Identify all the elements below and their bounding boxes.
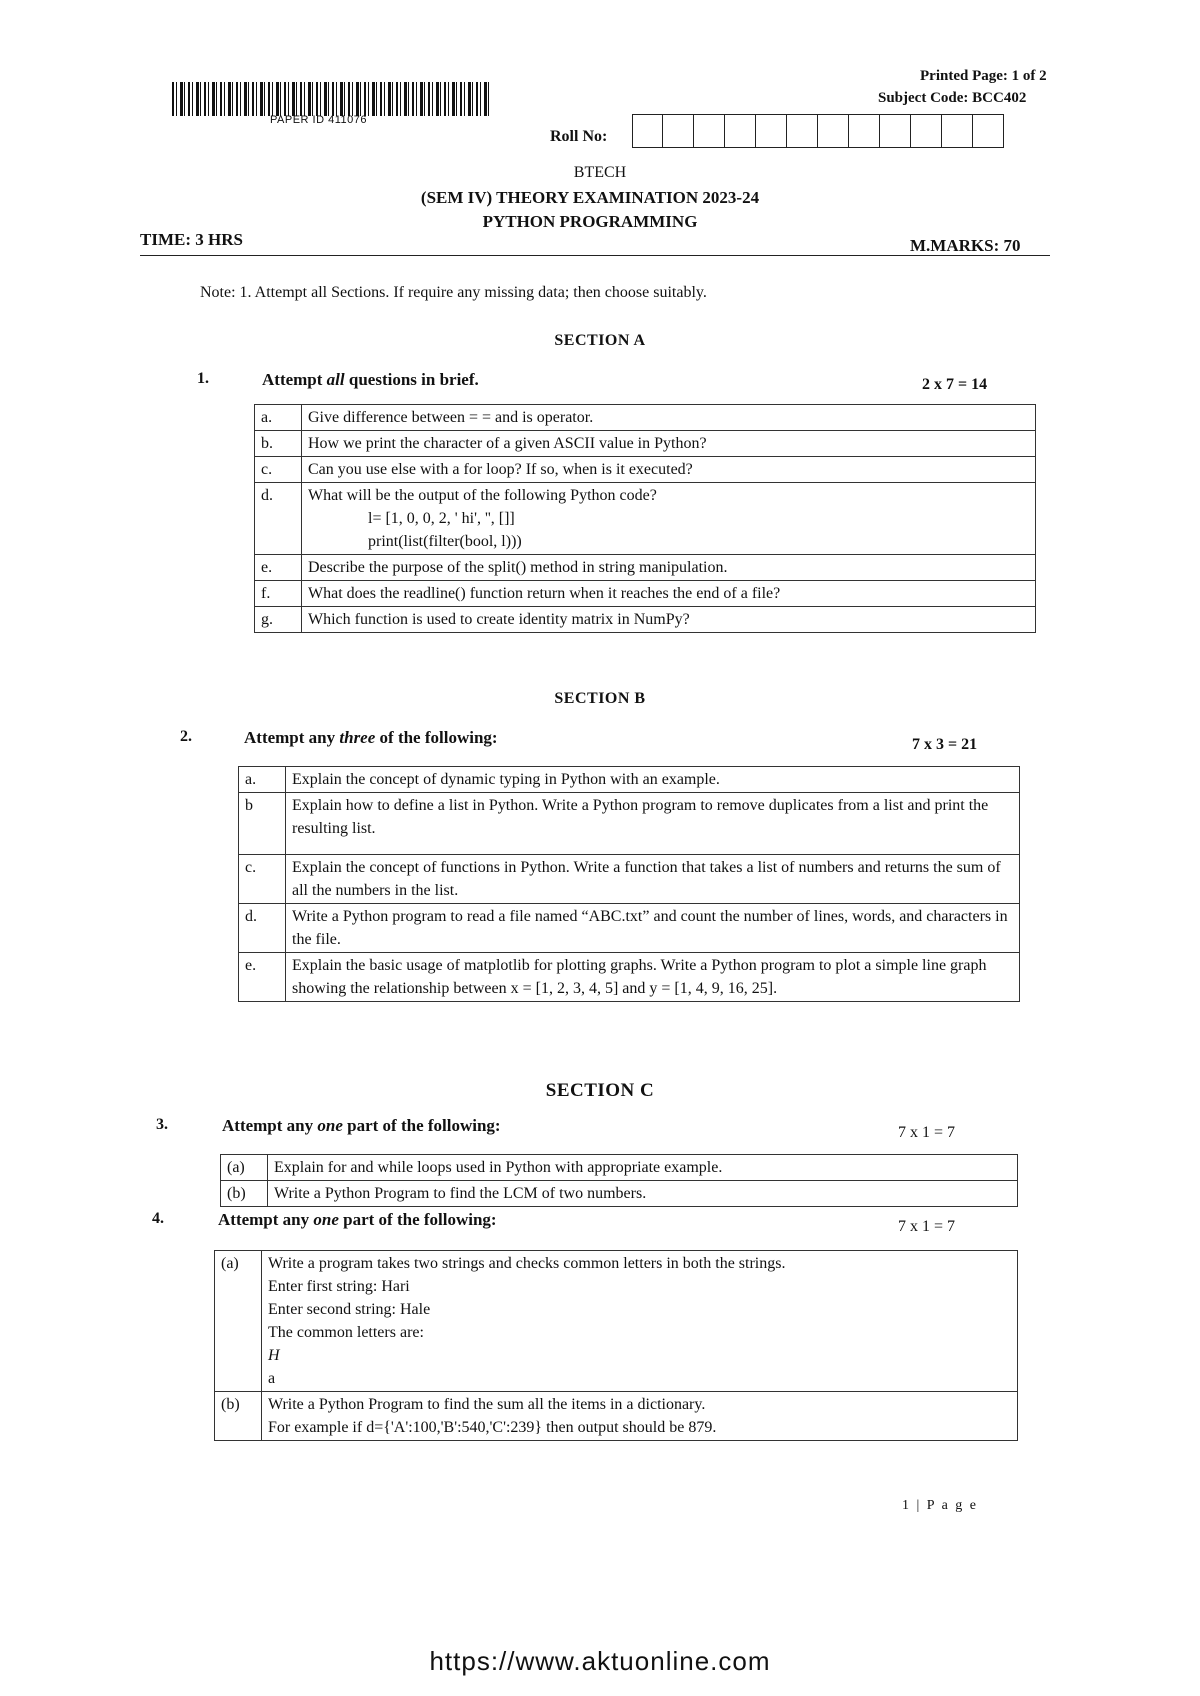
section-a-title: SECTION A [554, 332, 646, 349]
table-row: (b) Write a Python Program to find the sum all the items in a dictionary. For example if d={'A':100,'B':540,'C':239} then output should be 879. [215, 1392, 1018, 1441]
q3-number: 3. [156, 1116, 168, 1133]
paper-id: PAPER ID 411076 [270, 114, 367, 126]
table-row: c. Can you use else with a for loop? If so, when is it executed? [255, 457, 1036, 483]
section-b-table [238, 766, 1020, 1002]
q4-table [214, 1250, 1018, 1441]
table-row: a. Give difference between = = and is operator. [255, 405, 1036, 431]
time: TIME: 3 HRS [140, 230, 243, 249]
table-row: b. How we print the character of a given ASCII value in Python? [255, 431, 1036, 457]
q4-marks: 7 x 1 = 7 [898, 1218, 956, 1235]
exam-title: (SEM IV) THEORY EXAMINATION 2023-24 [420, 188, 760, 207]
barcode [172, 82, 490, 116]
q1-number: 1. [197, 370, 209, 387]
table-row: b Explain how to define a list in Python. Write a Python program to remove duplicates from a list and print the resulting list. [239, 793, 1020, 855]
table-row: f. What does the readline() function return when it reaches the end of a file? [255, 581, 1036, 607]
table-row: c. Explain the concept of functions in Python. Write a function that takes a list of numbers and returns the sum of all the numbers in the list. [239, 855, 1020, 904]
q1-marks: 2 x 7 = 14 [922, 376, 988, 393]
q2-marks: 7 x 3 = 21 [912, 736, 978, 753]
q1-instruction: Attempt all questions in brief. [262, 370, 479, 389]
table-row: a. Explain the concept of dynamic typing in Python with an example. [239, 767, 1020, 793]
section-c-title: SECTION C [545, 1080, 655, 1101]
q3-instruction: Attempt any one part of the following: [222, 1116, 501, 1135]
q2-number: 2. [180, 728, 192, 745]
table-row: g. Which function is used to create identity matrix in NumPy? [255, 607, 1036, 633]
roll-no-boxes [632, 114, 1004, 148]
q4-number: 4. [152, 1210, 164, 1227]
printed-page: Printed Page: 1 of 2 [920, 68, 1047, 84]
section-a-table [254, 404, 1036, 633]
website-url[interactable]: https://www.aktuonline.com [429, 1646, 771, 1676]
note: Note: 1. Attempt all Sections. If require any missing data; then choose suitably. [200, 284, 707, 301]
table-row: (a) Write a program takes two strings and checks common letters in both the strings. Enter first string: Hari Enter second string: Hale The common letters are: H a [215, 1251, 1018, 1392]
section-b-title: SECTION B [554, 690, 646, 707]
page-number: 1 | P a g e [902, 1498, 978, 1513]
roll-no-label: Roll No: [550, 128, 608, 145]
table-row: e. Describe the purpose of the split() method in string manipulation. [255, 555, 1036, 581]
max-marks: M.MARKS: 70 [910, 236, 1021, 255]
table-row: d. What will be the output of the following Python code? l= [1, 0, 0, 2, ' hi', '', []] print(list(filter(bool, l))) [255, 483, 1036, 555]
q3-marks: 7 x 1 = 7 [898, 1124, 956, 1141]
subject-code: Subject Code: BCC402 [878, 90, 1027, 106]
table-row: d. Write a Python program to read a file named “ABC.txt” and count the number of lines, words, and characters in the file. [239, 904, 1020, 953]
header-rule [140, 255, 1050, 256]
q2-instruction: Attempt any three of the following: [244, 728, 498, 747]
table-row: e. Explain the basic usage of matplotlib for plotting graphs. Write a Python program to plot a simple line graph showing the relationship between x = [1, 2, 3, 4, 5] and y = [1, 4, 9, 16, 25]. [239, 953, 1020, 1002]
subject-title: PYTHON PROGRAMMING [482, 212, 698, 231]
table-row: (b) Write a Python Program to find the LCM of two numbers. [221, 1181, 1018, 1207]
table-row: (a) Explain for and while loops used in Python with appropriate example. [221, 1155, 1018, 1181]
program: BTECH [573, 164, 627, 181]
q4-instruction: Attempt any one part of the following: [218, 1210, 497, 1229]
q3-table [220, 1154, 1018, 1207]
